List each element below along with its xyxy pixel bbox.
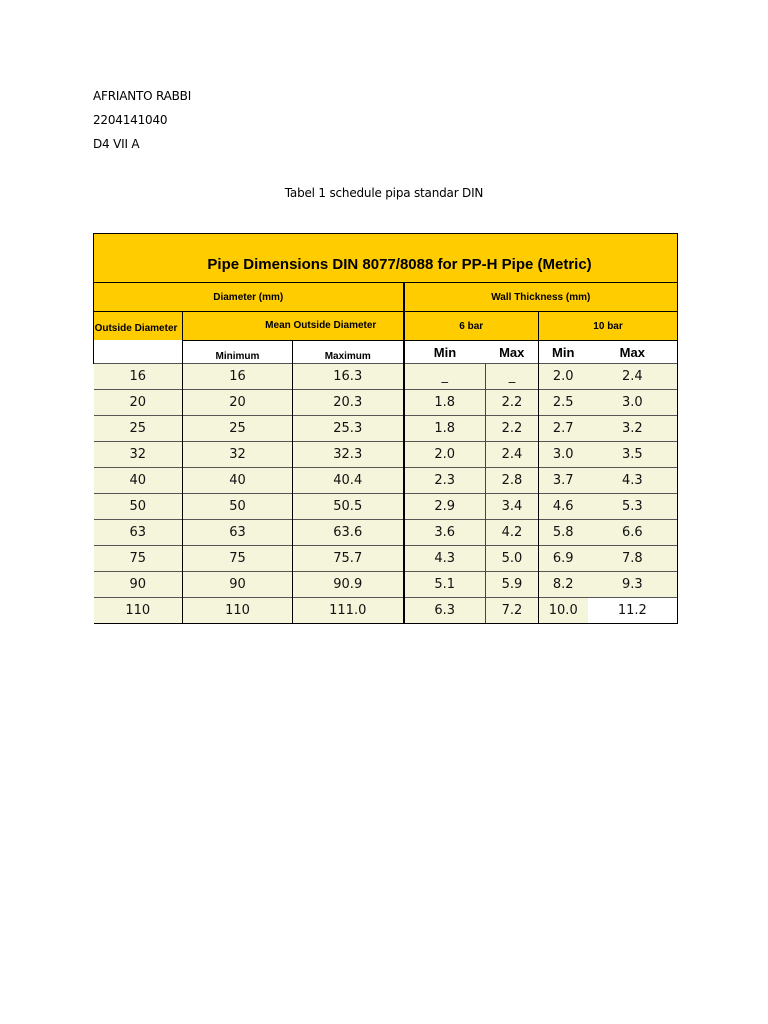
bar10-max-cell: 4.3 [588, 468, 678, 494]
table-row [94, 442, 678, 468]
table-row [94, 364, 678, 390]
bar10-header: 10 bar [539, 312, 678, 341]
bar6-max-cell: 3.4 [486, 494, 539, 520]
bar10-min-cell: 2.5 [539, 390, 588, 416]
table-row [94, 546, 678, 572]
bar10-max-cell: 7.8 [588, 546, 678, 572]
mean-max-cell: 16.3 [293, 364, 404, 390]
bar6-min-cell: 5.1 [404, 572, 486, 598]
table-row [94, 494, 678, 520]
bar6-min-cell: _ [404, 364, 486, 390]
bar10-max-cell: 3.5 [588, 442, 678, 468]
bar6-max-cell: 2.2 [486, 390, 539, 416]
bar10-max-label: Max [588, 341, 678, 364]
maximum-label: Maximum [293, 341, 404, 364]
wall-thickness-header: Wall Thickness (mm) [404, 283, 678, 312]
table-row [94, 520, 678, 546]
pipe-dimensions-table [93, 233, 678, 624]
bar6-max-cell: _ [486, 364, 539, 390]
mean-min-cell: 16 [183, 364, 293, 390]
bar10-max-cell: 3.2 [588, 416, 678, 442]
bar10-min-cell: 4.6 [539, 494, 588, 520]
bar10-max-cell: 6.6 [588, 520, 678, 546]
outside-diameter-header: Outside Diameter [94, 312, 183, 364]
bar6-min-cell: 1.8 [404, 390, 486, 416]
mean-max-cell: 40.4 [293, 468, 404, 494]
outside-diameter-cell: 40 [94, 468, 183, 494]
bar10-min-cell: 3.0 [539, 442, 588, 468]
bar6-max-label: Max [486, 341, 539, 364]
mean-max-cell: 25.3 [293, 416, 404, 442]
bar10-max-cell: 9.3 [588, 572, 678, 598]
mean-min-cell: 75 [183, 546, 293, 572]
bar6-max-cell: 5.9 [486, 572, 539, 598]
outside-diameter-cell: 16 [94, 364, 183, 390]
mean-outside-diameter-header: Mean Outside Diameter [183, 312, 404, 341]
mean-min-cell: 63 [183, 520, 293, 546]
bar6-min-cell: 2.0 [404, 442, 486, 468]
table-row [94, 416, 678, 442]
outside-diameter-cell: 63 [94, 520, 183, 546]
mean-max-cell: 111.0 [293, 598, 404, 624]
bar10-min-cell: 3.7 [539, 468, 588, 494]
mean-min-cell: 32 [183, 442, 293, 468]
outside-diameter-cell: 32 [94, 442, 183, 468]
student-id: 2204141040 [93, 113, 168, 127]
bar6-max-cell: 4.2 [486, 520, 539, 546]
bar10-max-cell: 11.2 [588, 598, 678, 624]
mean-max-cell: 75.7 [293, 546, 404, 572]
bar10-min-cell: 6.9 [539, 546, 588, 572]
bar6-max-cell: 2.4 [486, 442, 539, 468]
minimum-label: Minimum [183, 341, 293, 364]
outside-diameter-cell: 50 [94, 494, 183, 520]
table-title: Pipe Dimensions DIN 8077/8088 for PP-H Pipe (Metric) [94, 234, 678, 283]
outside-diameter-cell: 20 [94, 390, 183, 416]
table-caption: Tabel 1 schedule pipa standar DIN [284, 186, 484, 200]
bar6-min-cell: 1.8 [404, 416, 486, 442]
outside-diameter-cell: 110 [94, 598, 183, 624]
bar10-min-cell: 10.0 [539, 598, 588, 624]
bar6-header: 6 bar [404, 312, 539, 341]
table-row [94, 390, 678, 416]
mean-min-cell: 40 [183, 468, 293, 494]
diameter-header: Diameter (mm) [94, 283, 404, 312]
table-row [94, 468, 678, 494]
mean-min-cell: 25 [183, 416, 293, 442]
bar10-min-cell: 2.0 [539, 364, 588, 390]
bar10-max-cell: 2.4 [588, 364, 678, 390]
outside-diameter-cell: 25 [94, 416, 183, 442]
mean-max-cell: 32.3 [293, 442, 404, 468]
outside-diameter-cell: 90 [94, 572, 183, 598]
bar6-min-cell: 6.3 [404, 598, 486, 624]
bar6-max-cell: 5.0 [486, 546, 539, 572]
bar6-min-cell: 2.3 [404, 468, 486, 494]
table-row [94, 598, 678, 624]
class-label: D4 VII A [93, 137, 140, 151]
bar6-min-cell: 4.3 [404, 546, 486, 572]
mean-min-cell: 90 [183, 572, 293, 598]
bar6-max-cell: 2.2 [486, 416, 539, 442]
mean-max-cell: 90.9 [293, 572, 404, 598]
mean-max-cell: 20.3 [293, 390, 404, 416]
bar6-min-label: Min [404, 341, 486, 364]
mean-min-cell: 110 [183, 598, 293, 624]
bar6-min-cell: 2.9 [404, 494, 486, 520]
table-row [94, 572, 678, 598]
bar10-max-cell: 3.0 [588, 390, 678, 416]
bar6-max-cell: 2.8 [486, 468, 539, 494]
bar10-min-cell: 5.8 [539, 520, 588, 546]
outside-diameter-cell: 75 [94, 546, 183, 572]
bar10-min-cell: 2.7 [539, 416, 588, 442]
author-name: AFRIANTO RABBI [93, 89, 192, 103]
mean-min-cell: 50 [183, 494, 293, 520]
bar6-min-cell: 3.6 [404, 520, 486, 546]
mean-max-cell: 50.5 [293, 494, 404, 520]
bar10-min-cell: 8.2 [539, 572, 588, 598]
mean-min-cell: 20 [183, 390, 293, 416]
mean-max-cell: 63.6 [293, 520, 404, 546]
bar10-max-cell: 5.3 [588, 494, 678, 520]
bar10-min-label: Min [539, 341, 588, 364]
bar6-max-cell: 7.2 [486, 598, 539, 624]
